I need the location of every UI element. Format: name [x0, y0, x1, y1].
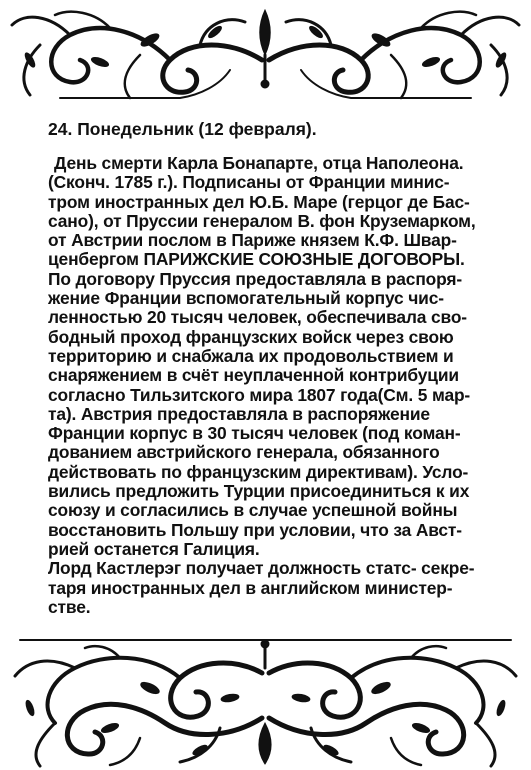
text-line: жение Франции вспомогательный корпус чис- — [48, 288, 444, 309]
text-line: Франции корпус в 30 тысяч человек (под коман- — [48, 423, 461, 444]
text-line: День смерти Карла Бонапарте, отца Наполеона. — [54, 153, 464, 173]
text-line: снаряжением в счёт неуплаченной контрибуции — [48, 365, 459, 386]
text-line: действовать по французским директивам). Усло- — [48, 461, 469, 482]
text-line: от Австрии послом в Париже князем К.Ф. Швар- — [48, 230, 457, 251]
text-line: сано), от Пруссии генералом В. фон Круземарком, — [48, 210, 476, 231]
text-line: По договору Пруссия предоставляла в распоря- — [48, 268, 463, 289]
text-line: таря иностранных дел в английском министер- — [48, 577, 453, 598]
text-line: та). Австрия предоставляла в распоряжение — [48, 403, 430, 424]
text-line: восстановить Польшу при условии, что за Авст- — [48, 519, 462, 540]
text-line: стве. — [48, 596, 91, 617]
text-line: союзу и согласились в случае успешной войны — [48, 500, 458, 521]
body-text — [48, 154, 528, 617]
text-line: (Сконч. 1785 г.). Подписаны от Франции минис- — [48, 172, 450, 193]
text-line: дованием австрийского генерала, обязанного — [48, 442, 440, 463]
text-line: ленностью 20 тысяч человек, обеспечивала сво- — [48, 307, 467, 328]
text-line: Лорд Кастлерэг получает должность статс- секре- — [48, 558, 475, 579]
bottom-ornament-icon — [0, 628, 531, 770]
top-ornament-icon — [0, 0, 531, 105]
text-line: ценбергом ПАРИЖСКИЕ СОЮЗНЫЕ ДОГОВОРЫ. — [48, 249, 465, 270]
text-line: согласно Тильзитского мира 1807 года(См. 5 мар- — [48, 384, 471, 405]
text-line: вились предложить Турции присоединиться к их — [48, 481, 470, 502]
text-line: территорию и снабжала их продовольствием и — [48, 345, 454, 366]
text-line: тром иностранных дел Ю.Б. Маре (герцог де Бас- — [48, 191, 470, 212]
text-line: бодный проход французских войск через свою — [48, 326, 454, 347]
heading: 24. Понедельник (12 февраля). — [48, 119, 317, 139]
text-line: рией останется Галиция. — [48, 538, 260, 559]
